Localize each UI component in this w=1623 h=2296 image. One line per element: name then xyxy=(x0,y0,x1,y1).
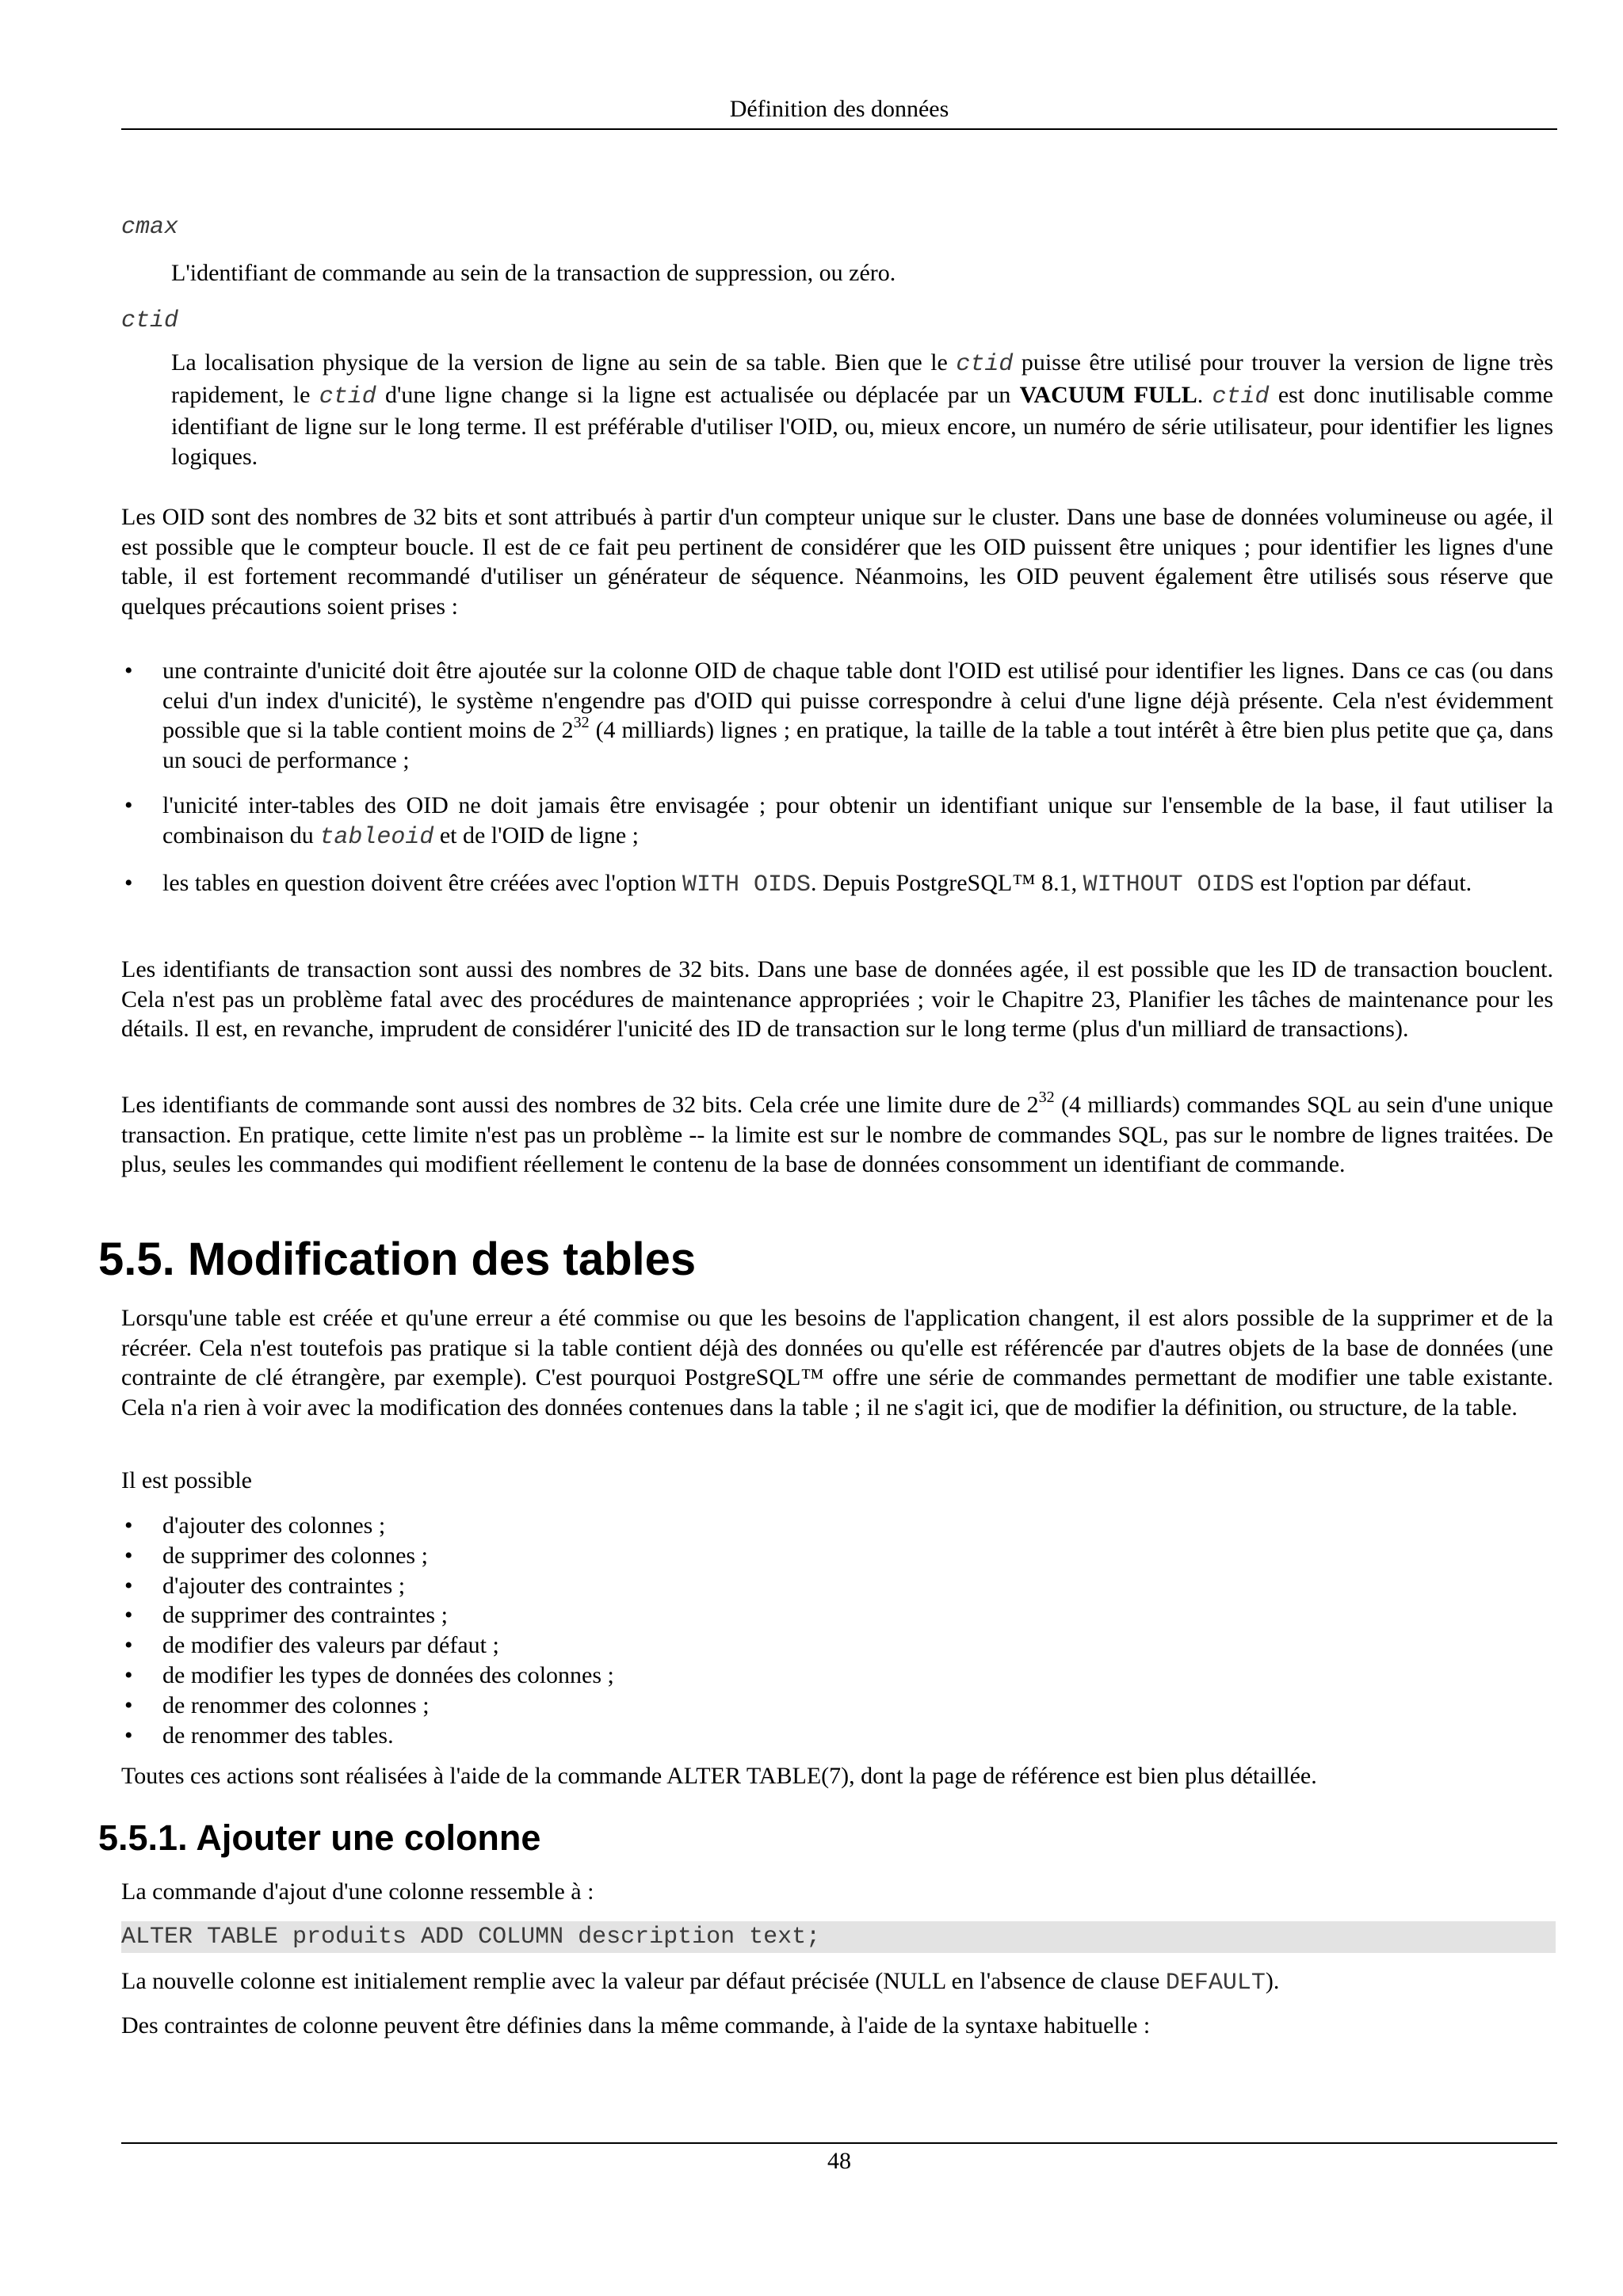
inline-code-ctid: ctid xyxy=(956,351,1014,378)
section-intro: Lorsqu'une table est créée et qu'une erreur a été commise ou que les besoins de l'application changent, il est alors possible de la supprimer et de la récréer. Cela n'est toutefois pas pratique si la table contient déjà des données ou qu'elle est référencée par d'autres objets de la base de données (une contrainte de clé étrangère, par exemple). C'est pourquoi PostgreSQL™ offre une série de commandes permettant de modifier une table existante. Cela n'a rien à voir avec la modification des données contenues dans la table ; il ne s'agit ici, que de modifier la définition, ou structure, de la table. xyxy=(121,1305,1553,1421)
inline-code-tableoid: tableoid xyxy=(319,823,434,851)
list-item: • d'ajouter des colonnes ; xyxy=(124,1512,386,1539)
oid-paragraph: Les OID sont des nombres de 32 bits et sont attribués à partir d'un compteur unique sur le cluster. Dans une base de données volumineuse ou agée, il est possible que le compteur boucle. Il est de ce fait peu pertinent de considérer que les OID puissent être uniques ; pour identifier les lignes d'une table, il est fortement recommandé d'utiliser un générateur de séquence. Néanmoins, les OID peuvent également être utilisés sous réserve que quelques précautions soient prises : xyxy=(121,504,1553,620)
inline-code-without-oids: WITHOUT OIDS xyxy=(1083,871,1254,898)
list-item: • les tables en question doivent être créées avec l'option WITH OIDS. Depuis PostgreSQL™ 8.1, WITHOUT OIDS est l'option par défaut. xyxy=(124,870,1472,898)
code-block: ALTER TABLE produits ADD COLUMN description text; xyxy=(121,1921,1556,1953)
subsection-title: 5.5.1. Ajouter une colonne xyxy=(98,1817,541,1858)
running-header: Définition des données xyxy=(729,96,949,122)
page-number: 48 xyxy=(827,2148,851,2174)
term-ctid: ctid xyxy=(121,307,179,334)
definition-cmax: L'identifiant de commande au sein de la transaction de suppression, ou zéro. xyxy=(171,260,896,286)
list-item: • de modifier les types de données des colonnes ; xyxy=(124,1661,614,1688)
list-item: • d'ajouter des contraintes ; xyxy=(124,1572,406,1599)
section-summary: Toutes ces actions sont réalisées à l'aide de la commande ALTER TABLE(7), dont la page de référence est bien plus détaillée. xyxy=(121,1763,1317,1789)
list-item: • de supprimer des colonnes ; xyxy=(124,1542,428,1569)
list-item: • de modifier des valeurs par défaut ; xyxy=(124,1632,499,1659)
subsection-lead: La commande d'ajout d'une colonne ressemble à : xyxy=(121,1878,594,1905)
possible-lead: Il est possible xyxy=(121,1467,252,1493)
list-item: • de renommer des tables. xyxy=(124,1722,394,1749)
section-title: 5.5. Modification des tables xyxy=(98,1234,697,1285)
constraints-note: Des contraintes de colonne peuvent être définies dans la même commande, à l'aide de la syntaxe habituelle : xyxy=(121,2012,1151,2039)
table-actions-list xyxy=(121,1511,1553,1750)
default-note: La nouvelle colonne est initialement remplie avec la valeur par défaut précisée (NULL en l'absence de clause DEFAULT). xyxy=(121,1968,1280,1997)
definition-ctid: La localisation physique de la version de ligne au sein de sa table. Bien que le ctid puisse être utilisé pour trouver la version de ligne très rapidement, le ctid d'une ligne change si la ligne est actualisée ou déplacée par un VACUUM FULL. ctid est donc inutilisable comme identifiant de ligne sur le long terme. Il est préférable d'utiliser l'OID, ou, mieux encore, un numéro de série utilisateur, pour identifier les lignes logiques. xyxy=(171,349,1554,470)
list-item: • une contrainte d'unicité doit être ajoutée sur la colonne OID de chaque table dont l'OID est utilisé pour identifier les lignes. Dans ce cas (ou dans celui d'un index d'unicité), le système n'engendre pas d'OID qui puisse correspondre à celui d'une ligne déjà présente. Cela n'est évidemment possible que si la table contient moins de $2^{32}$ (4 milliards) lignes ; en pratique, la taille de la table a tout intérêt à être bien plus petite que ça, dans un souci de performance ; xyxy=(124,658,1553,773)
inline-code-with-oids: WITH OIDS xyxy=(682,871,812,898)
command-vacuum-full: VACUUM FULL xyxy=(1019,381,1197,408)
inline-code-ctid: ctid xyxy=(319,383,376,410)
list-item: • de supprimer des contraintes ; xyxy=(124,1602,448,1629)
list-item: • l'unicité inter-tables des OID ne doit jamais être envisagée ; pour obtenir un identifiant unique sur l'ensemble de la base, il faut utiliser la combinaison du tableoid et de l'OID de ligne ; xyxy=(124,792,1553,851)
oid-precautions-list xyxy=(121,656,1553,917)
inline-code-default: DEFAULT xyxy=(1165,1970,1266,1997)
term-cmax: cmax xyxy=(121,214,179,241)
inline-code-ctid: ctid xyxy=(1212,383,1270,410)
transaction-id-paragraph: Les identifiants de transaction sont aussi des nombres de 32 bits. Dans une base de données agée, il est possible que les ID de transaction bouclent. Cela n'est pas un problème fatal avec des procédures de maintenance appropriées ; voir le Chapitre 23, Planifier les tâches de maintenance pour les détails. Il est, en revanche, imprudent de considérer l'unicité des ID de transaction sur le long terme (plus d'un milliard de transactions). xyxy=(121,956,1553,1042)
list-item: • de renommer des colonnes ; xyxy=(124,1691,430,1718)
command-id-paragraph: Les identifiants de commande sont aussi des nombres de 32 bits. Cela crée une limite dure de $2^{32}$ (4 milliards) commandes SQL au sein d'une unique transaction. En pratique, cette limite n'est pas un problème -- la limite est sur le nombre de commandes SQL, pas sur le nombre de lignes traitées. De plus, seules les commandes qui modifient réellement le contenu de la base de données consomment un identifiant de commande. xyxy=(121,1089,1553,1177)
header-rule xyxy=(121,128,1557,130)
footer-rule xyxy=(121,2142,1557,2144)
